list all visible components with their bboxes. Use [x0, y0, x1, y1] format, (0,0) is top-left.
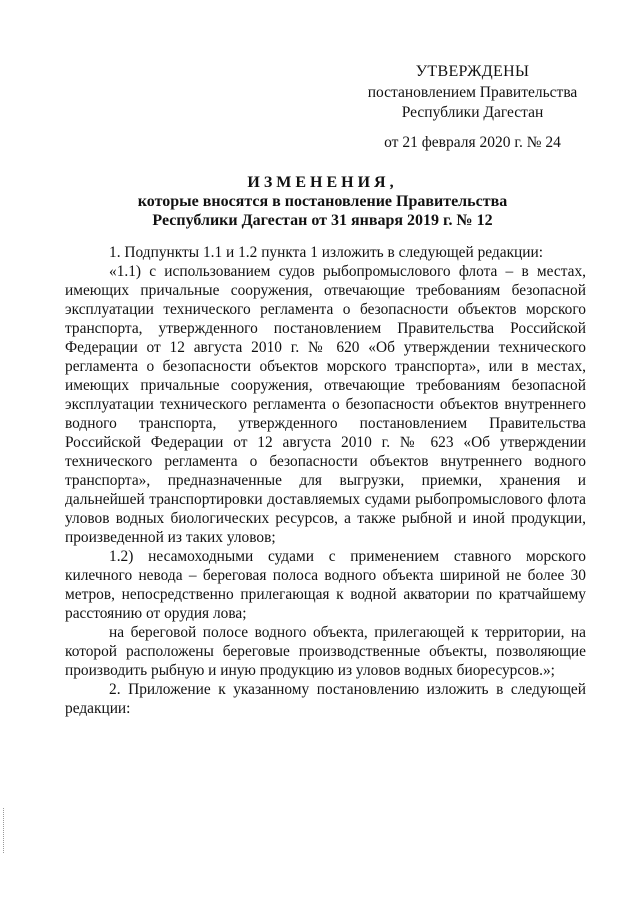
paragraph-1: 1. Подпункты 1.1 и 1.2 пункта 1 изложить в следующей редакции:: [109, 244, 544, 261]
paragraph-2: «1.1) с использованием судов рыбопромыслового флота – в местах, имеющих причальные сооружения, отвечающие требованиям безопасной эксплуатации технического регламента о безопасности объектов морского транспорта, утвержденного постановлением Правительства Российской Федерации от 12 августа 2010 г. № 620 «Об утверждении технического регламента о безопасности объектов морского транспорта», или в местах, имеющих причальные сооружения, отвечающие требованиям безопасной эксплуатации технического регламента о безопасности объектов внутреннего водного транспорта, утвержденного постановлением Правительства Российской Федерации от 12 августа 2010 г. № 623 «Об утверждении технического регламента о безопасности объектов внутреннего водного транспорта», предназначенные для выгрузки, приемки, хранения и дальнейшей транспортировки доставляемых судами рыбопромыслового флота уловов водных биологических ресурсов, а также рыбной и иной продукции, произведенной из таких уловов;: [65, 263, 586, 546]
approval-date: от 21 февраля 2020 г. № 24: [384, 134, 561, 151]
paragraph-5: 2. Приложение к указанному постановлению изложить в следующей редакции:: [65, 681, 586, 717]
approval-line-2: Республики Дагестан: [401, 104, 544, 121]
approval-heading: УТВЕРЖДЕНЫ: [415, 63, 530, 80]
scan-edge-mark: [3, 808, 6, 853]
paragraph-4: на береговой полосе водного объекта, прилегающей к территории, на которой расположены береговые производственные объекты, позволяющие производить рыбную и иную продукцию из уловов водных биоресурсов.»;: [65, 624, 586, 679]
approval-stamp-block: [360, 62, 585, 153]
approval-line-1: постановлением Правительства: [367, 84, 578, 101]
title-line-1: которые вносятся в постановление Правительства: [137, 193, 508, 210]
title-line-2: Республики Дагестан от 31 января 2019 г. № 12: [152, 212, 493, 229]
title-main: ИЗМЕНЕНИЯ,: [247, 174, 398, 191]
document-body: [65, 243, 586, 718]
paragraph-3: 1.2) несамоходными судами с применением ставного морского килечного невода – береговая полоса водного объекта шириной не более 30 метров, непосредственно прилегающая к водной акватории по кратчайшему расстоянию от орудия лова;: [65, 548, 586, 622]
document-title: [60, 173, 585, 230]
